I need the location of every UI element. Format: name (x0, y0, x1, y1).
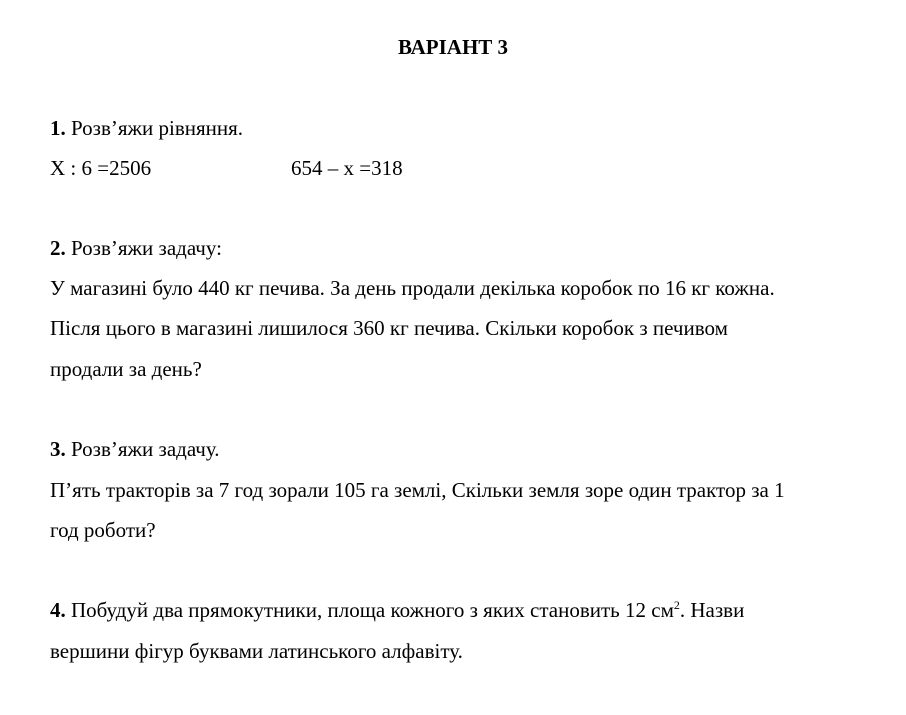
task-2-number: 2. (50, 236, 66, 260)
task-4-number: 4. (50, 598, 66, 622)
task-1-equations (50, 155, 650, 181)
task-4-superscript: 2 (673, 598, 680, 612)
task-3-heading (50, 436, 220, 462)
task-3-line-2: год роботи? (50, 518, 156, 542)
task-4-text-before: Побудуй два прямокутники, площа кожного з яких становить 12 см (65, 598, 674, 622)
task-2-heading-text: Розв’яжи задачу: (65, 236, 222, 260)
task-3-heading-text: Розв’яжи задачу. (65, 437, 220, 461)
task-1-heading-text: Розв’яжи рівняння. (65, 116, 244, 140)
task-4-text-after: . Назви (679, 598, 745, 622)
task-4-line-2: вершини фігур буквами латинського алфавіту. (50, 639, 463, 663)
task-4-line-1 (50, 597, 744, 623)
equation-2: 654 – x =318 (291, 156, 403, 180)
equation-1: X : 6 =2506 (50, 156, 152, 180)
task-2-line-1: У магазині було 440 кг печива. За день продали декілька коробок по 16 кг кожна. (50, 276, 775, 300)
task-2-line-3: продали за день? (50, 357, 202, 381)
task-1-number: 1. (50, 116, 66, 140)
task-3-number: 3. (50, 437, 66, 461)
page-title: ВАРІАНТ 3 (397, 35, 509, 59)
task-3-line-1: П’ять тракторів за 7 год зорали 105 га землі, Скільки земля зоре один трактор за 1 (50, 478, 785, 502)
task-2-line-2: Після цього в магазині лишилося 360 кг печива. Скільки коробок з печивом (50, 316, 728, 340)
task-1-heading (50, 115, 243, 141)
task-2-heading (50, 235, 222, 261)
